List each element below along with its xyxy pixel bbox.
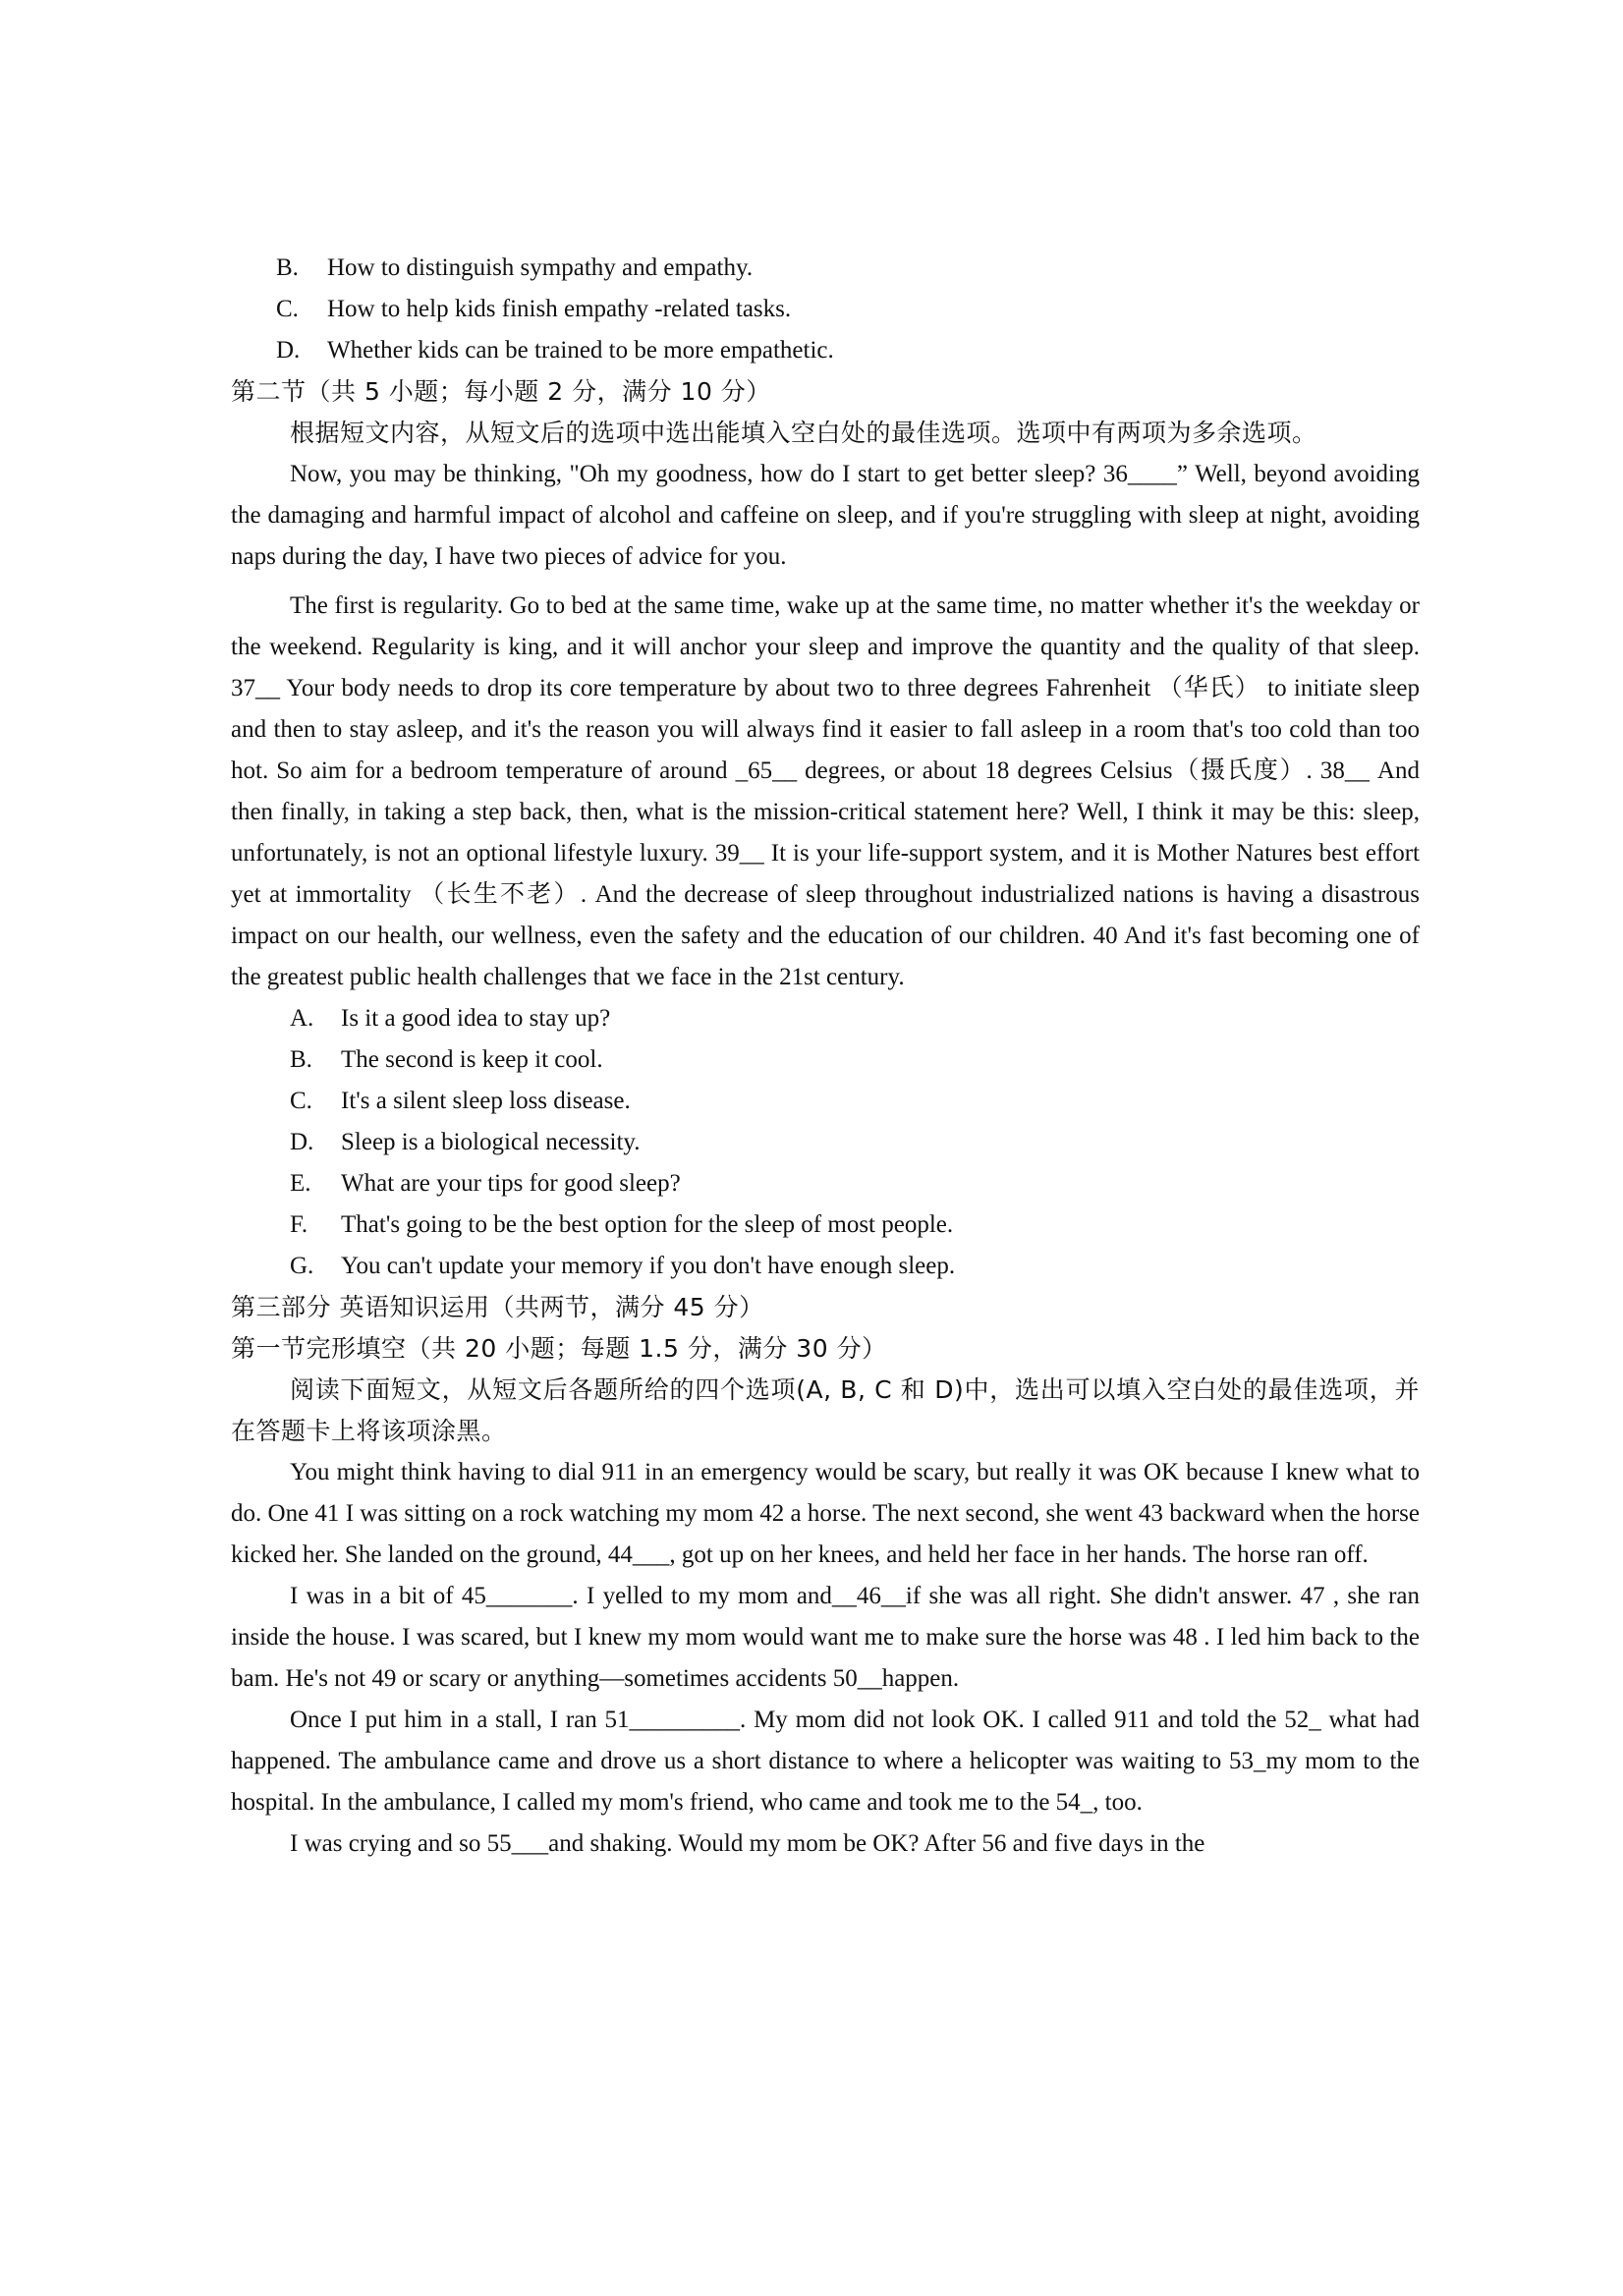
part3-heading: 第三部分 英语知识运用（共两节，满分 45 分） [231, 1293, 764, 1321]
option-d: D. Sleep is a biological necessity. [290, 1129, 641, 1155]
option-g: G. You can't update your memory if you don't have enough sleep. [290, 1253, 956, 1279]
cloze-paragraph-3: Once I put him in a stall, I ran 51_________. My mom did not look OK. I called 911 and told the 52_ what had happened. The ambulance came and drove us a short distance to where a helicopter was waiting to 53_my mom to the hospital. In the ambulance, I called my mom's friend, who came and took me to the 54_, too. [231, 1707, 1420, 1816]
option-b: B. The second is keep it cool. [290, 1046, 603, 1073]
option-c: C. How to help kids finish empathy -related tasks. [276, 296, 792, 322]
part3-subheading: 第一节完形填空（共 20 小题；每题 1.5 分，满分 30 分） [231, 1334, 887, 1363]
part3-instruction: 阅读下面短文，从短文后各题所给的四个选项(A, B, C 和 D)中，选出可以填入空白处的最佳选项，并在答题卡上将该项涂黑。 [231, 1375, 1420, 1445]
option-b: B. How to distinguish sympathy and empathy. [276, 254, 754, 281]
option-a: A. Is it a good idea to stay up? [290, 1005, 611, 1032]
option-f: F. That's going to be the best option for the sleep of most people. [290, 1211, 954, 1238]
cloze-paragraph-4: I was crying and so 55___and shaking. Would my mom be OK? After 56 and five days in the [290, 1830, 1205, 1857]
cloze-paragraph-2: I was in a bit of 45_______. I yelled to my mom and__46__if she was all right. She didn't answer. 47 , she ran inside the house. I was scared, but I knew my mom would want me to make sure the horse was 48 . I led him back to the bam. He's not 49 or scary or anything—sometimes accidents 50__happen. [231, 1583, 1420, 1692]
passage-paragraph-1: Now, you may be thinking, "Oh my goodness, how do I start to get better sleep? 36____” Well, beyond avoiding the damaging and harmful impact of alcohol and caffeine on sleep, and if you're struggling with sleep at night, avoiding naps during the day, I have two pieces of advice for you. [231, 461, 1420, 570]
option-e: E. What are your tips for good sleep? [290, 1170, 681, 1197]
option-c: C. It's a silent sleep loss disease. [290, 1088, 631, 1114]
section2-heading: 第二节（共 5 小题；每小题 2 分，满分 10 分） [231, 377, 771, 406]
previous-question-options [231, 248, 1420, 371]
section2-instruction: 根据短文内容，从短文后的选项中选出能填入空白处的最佳选项。选项中有两项为多余选项。 [290, 419, 1317, 447]
section2-options [231, 998, 1420, 1287]
option-d: D. Whether kids can be trained to be more empathetic. [276, 337, 834, 364]
cloze-paragraph-1: You might think having to dial 911 in an emergency would be scary, but really it was OK because I knew what to do. One 41 I was sitting on a rock watching my mom 42 a horse. The next second, she went 43 backward when the horse kicked her. She landed on the ground, 44___, got up on her knees, and held her face in her hands. The horse ran off. [231, 1459, 1420, 1568]
passage-paragraph-2: The first is regularity. Go to bed at the same time, wake up at the same time, no matter whether it's the weekday or the weekend. Regularity is king, and it will anchor your sleep and improve the quantity and the quality of that sleep. 37__ Your body needs to drop its core temperature by about two to three degrees Fahrenheit （华氏） to initiate sleep and then to stay asleep, and it's the reason you will always find it easier to fall asleep in a room that's too cold than too hot. So aim for a bedroom temperature of around _65__ degrees, or about 18 degrees Celsius（摄氏度）. 38__ And then finally, in taking a step back, then, what is the mission-critical statement here? Well, I think it may be this: sleep, unfortunately, is not an optional lifestyle luxury. 39__ It is your life-support system, and it is Mother Natures best effort yet at immortality （长生不老）. And the decrease of sleep throughout industrialized nations is having a disastrous impact on our health, our wellness, even the safety and the education of our children. 40 And it's fast becoming one of the greatest public health challenges that we face in the 21st century. [231, 592, 1420, 990]
exam-page [231, 248, 1420, 1865]
